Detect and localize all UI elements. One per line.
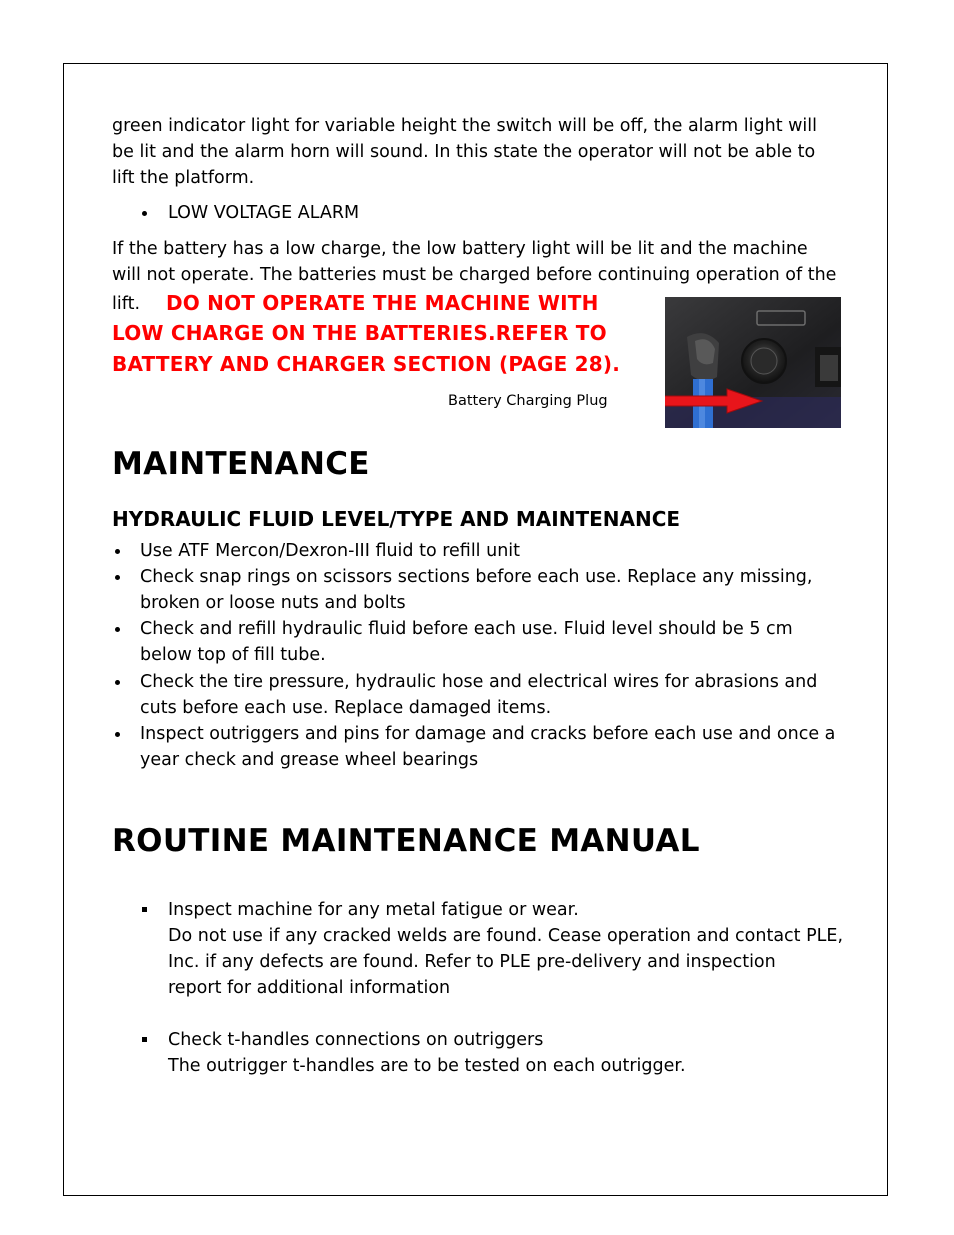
text-line: be lit and the alarm horn will sound. In this state the operator will not be able to [112, 142, 816, 162]
text-line: If the battery has a low charge, the low battery light will be lit and the machine [112, 239, 808, 259]
warning-line-3: BATTERY AND CHARGER SECTION (PAGE 28). [112, 352, 621, 376]
intro-paragraph [112, 113, 842, 191]
list-item: Check the tire pressure, hydraulic hose and electrical wires for abrasions and [140, 672, 818, 692]
list-item: Check snap rings on scissors sections before each use. Replace any missing, [140, 567, 813, 587]
bullet-dot [115, 627, 120, 632]
routine-maintenance-heading: ROUTINE MAINTENANCE MANUAL [112, 823, 700, 859]
warning-line-1: DO NOT OPERATE THE MACHINE WITH [166, 291, 599, 315]
text-line: green indicator light for variable height the switch will be off, the alarm light will [112, 116, 818, 136]
bullet-dot [115, 732, 120, 737]
low-battery-paragraph [112, 236, 847, 288]
list-item-continuation: Inc. if any defects are found. Refer to PLE pre-delivery and inspection [168, 952, 776, 972]
bullet-square [142, 907, 147, 912]
list-item-continuation: broken or loose nuts and bolts [140, 593, 406, 613]
list-item-continuation: cuts before each use. Replace damaged items. [140, 698, 552, 718]
text-line: will not operate. The batteries must be charged before continuing operation of the [112, 265, 837, 285]
bullet-dot [142, 211, 147, 216]
list-item-continuation: below top of fill tube. [140, 645, 326, 665]
list-item: Use ATF Mercon/Dexron-III fluid to refill unit [140, 541, 521, 561]
list-item: Inspect machine for any metal fatigue or wear. [168, 900, 579, 920]
list-item-continuation: The outrigger t-handles are to be tested on each outrigger. [168, 1056, 686, 1076]
list-item-continuation: report for additional information [168, 978, 451, 998]
list-item-continuation: year check and grease wheel bearings [140, 750, 479, 770]
maintenance-heading: MAINTENANCE [112, 446, 370, 482]
list-item: Check t-handles connections on outriggers [168, 1030, 544, 1050]
bullet-square [142, 1037, 147, 1042]
bullet-dot [115, 575, 120, 580]
text-line: lift the platform. [112, 168, 255, 188]
battery-charging-plug-photo [665, 297, 841, 428]
list-item-continuation: Do not use if any cracked welds are found. Cease operation and contact PLE, [168, 926, 844, 946]
warning-line-2: LOW CHARGE ON THE BATTERIES.REFER TO [112, 321, 607, 345]
hydraulic-fluid-subheading: HYDRAULIC FLUID LEVEL/TYPE AND MAINTENANCE [112, 507, 681, 531]
bullet-dot [115, 549, 120, 554]
bullet-dot [115, 680, 120, 685]
low-voltage-alarm-item: LOW VOLTAGE ALARM [168, 203, 360, 223]
figure-caption: Battery Charging Plug [448, 393, 608, 409]
list-item: Inspect outriggers and pins for damage and cracks before each use and once a [140, 724, 836, 744]
list-item: Check and refill hydraulic fluid before each use. Fluid level should be 5 cm [140, 619, 793, 639]
text-line: lift. [112, 294, 141, 314]
